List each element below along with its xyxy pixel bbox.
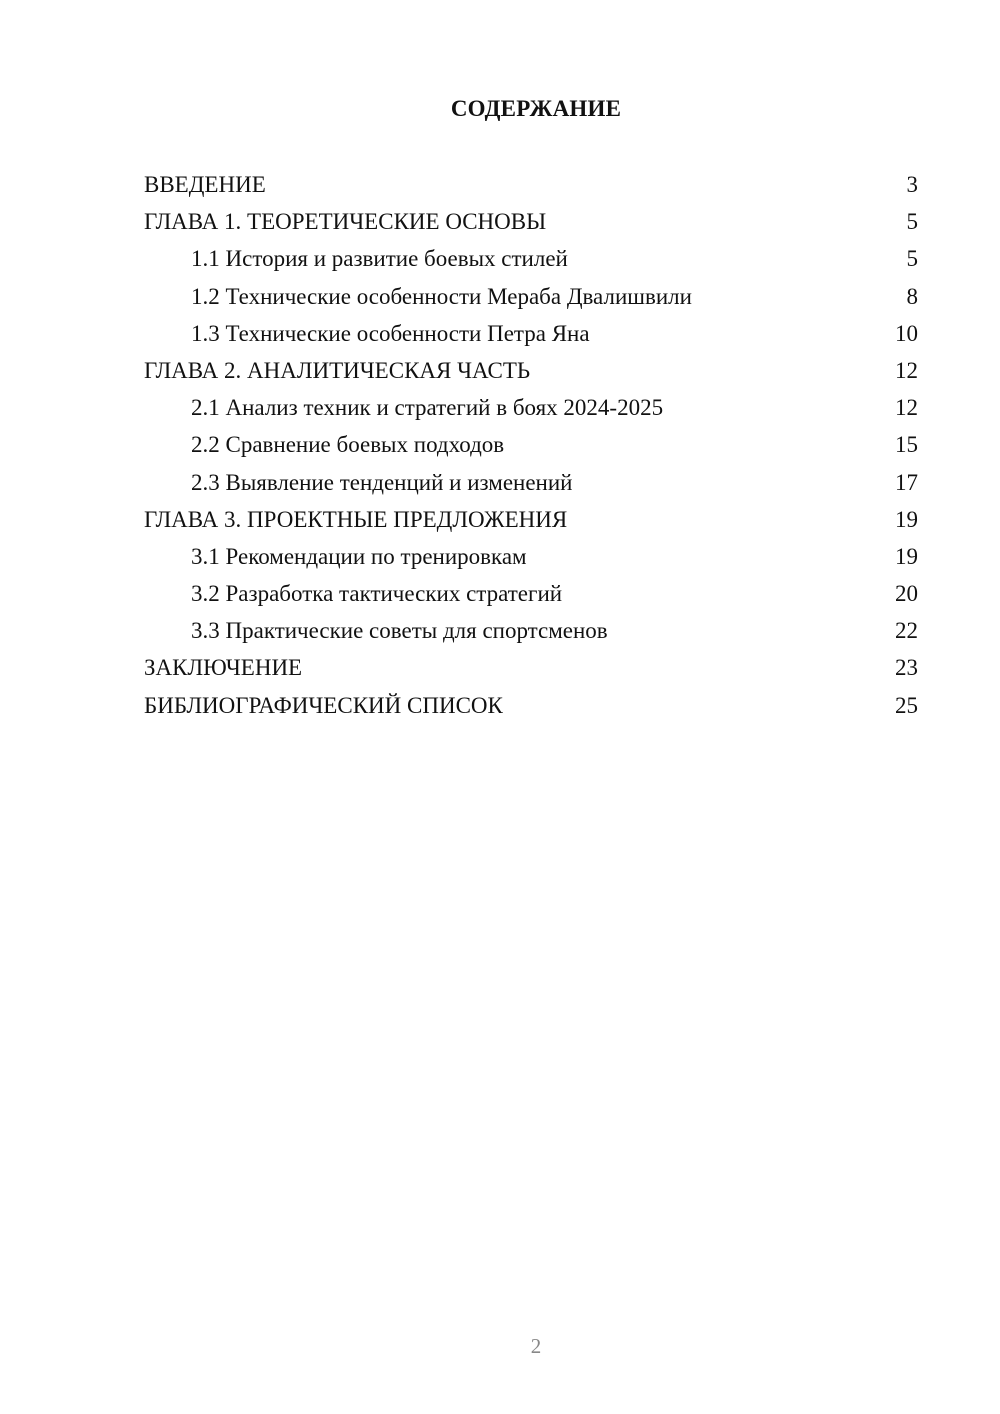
page-title: СОДЕРЖАНИЕ [450,96,622,121]
toc-entry-label: БИБЛИОГРАФИЧЕСКИЙ СПИСОК [144,692,503,718]
toc-entry-label: 1.3 Технические особенности Петра Яна [191,320,590,346]
toc-entry-chapter-1 [144,203,918,240]
toc-entry-label: ЗАКЛЮЧЕНИЕ [144,655,303,681]
toc-entry-page: 22 [895,618,918,644]
toc-entry-label: 1.1 История и развитие боевых стилей [191,246,568,272]
toc-entry-label: 2.2 Сравнение боевых подходов [191,432,505,458]
toc-entry-label: ГЛАВА 2. АНАЛИТИЧЕСКАЯ ЧАСТЬ [144,357,531,383]
table-of-contents [144,166,918,724]
toc-entry-label: 2.3 Выявление тенденций и изменений [191,469,573,495]
toc-entry-label: 1.2 Технические особенности Мераба Двалишвили [191,283,692,309]
toc-entry-section-3-3 [144,612,918,649]
toc-entry-page: 15 [895,432,918,458]
toc-entry-label: 3.1 Рекомендации по тренировкам [191,543,527,569]
toc-entry-label: ВВЕДЕНИЕ [144,172,266,197]
toc-entry-page: 3 [906,172,918,197]
toc-entry-page: 20 [895,581,918,607]
page-number: 2 [530,1334,542,1358]
toc-entry-label: 2.1 Анализ техник и стратегий в боях 2024-2025 [191,395,664,421]
toc-entry-page: 5 [906,246,918,272]
toc-entry-bibliography [144,687,918,724]
toc-entry-section-1-2 [144,278,918,315]
toc-entry-page: 17 [895,469,918,495]
toc-entry-section-3-2 [144,575,918,612]
toc-entry-introduction [144,166,918,203]
toc-entry-page: 19 [895,543,918,569]
toc-entry-chapter-3 [144,501,918,538]
toc-entry-label: ГЛАВА 3. ПРОЕКТНЫЕ ПРЕДЛОЖЕНИЯ [144,506,568,532]
toc-entry-section-2-1 [144,389,918,426]
toc-entry-section-1-3 [144,315,918,352]
toc-entry-page: 10 [895,320,918,346]
toc-entry-label: ГЛАВА 1. ТЕОРЕТИЧЕСКИЕ ОСНОВЫ [144,209,547,235]
toc-entry-page: 12 [895,357,918,383]
toc-entry-page: 23 [895,655,918,681]
toc-entry-page: 25 [895,692,918,718]
toc-entry-chapter-2 [144,352,918,389]
toc-entry-page: 12 [895,395,918,421]
toc-entry-page: 19 [895,506,918,532]
toc-entry-page: 8 [906,283,918,309]
toc-entry-label: 3.3 Практические советы для спортсменов [191,618,608,644]
toc-entry-conclusion [144,649,918,686]
toc-entry-section-3-1 [144,538,918,575]
toc-entry-label: 3.2 Разработка тактических стратегий [191,581,563,607]
toc-entry-section-2-3 [144,464,918,501]
toc-entry-section-2-2 [144,426,918,463]
toc-entry-section-1-1 [144,240,918,277]
toc-entry-page: 5 [906,209,918,235]
